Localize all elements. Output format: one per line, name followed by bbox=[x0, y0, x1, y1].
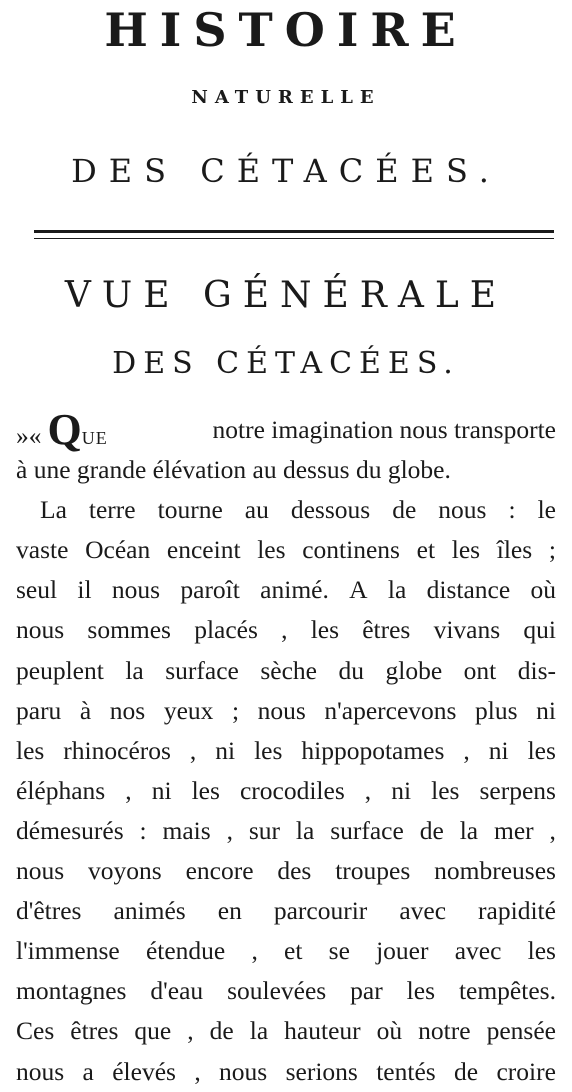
word: la bbox=[387, 575, 407, 605]
word: crocodiles bbox=[239, 775, 345, 805]
word: d'êtres bbox=[16, 896, 82, 926]
word: élevés bbox=[112, 1056, 176, 1086]
word: à bbox=[79, 695, 92, 725]
word: au bbox=[244, 495, 269, 525]
word: nous bbox=[111, 575, 161, 605]
word: nous bbox=[257, 695, 306, 725]
text-line bbox=[16, 490, 556, 530]
word: La bbox=[40, 495, 67, 525]
word: grande bbox=[76, 455, 147, 485]
text-line bbox=[16, 851, 556, 891]
word: îles bbox=[496, 535, 533, 565]
word: , bbox=[226, 815, 233, 845]
word: de bbox=[209, 1016, 234, 1046]
word: , bbox=[549, 815, 556, 845]
word: , bbox=[364, 775, 372, 805]
opening-line bbox=[16, 405, 556, 454]
word: au bbox=[252, 455, 277, 485]
word: distance bbox=[426, 575, 511, 605]
word: globe. bbox=[387, 455, 451, 485]
word: de bbox=[454, 1056, 479, 1086]
word: êtres bbox=[362, 615, 411, 645]
quote-mark: »« bbox=[16, 421, 42, 450]
word: ni bbox=[215, 735, 236, 765]
word: nous bbox=[219, 1056, 268, 1086]
word: ni bbox=[391, 775, 412, 805]
word: les bbox=[406, 976, 435, 1006]
word: les bbox=[527, 735, 556, 765]
word: pensée bbox=[486, 1016, 556, 1046]
word: éléphans bbox=[16, 775, 106, 805]
word: les bbox=[527, 936, 556, 966]
word: serpens bbox=[479, 775, 556, 805]
text-line bbox=[16, 971, 556, 1011]
word: les bbox=[310, 615, 340, 645]
word: jouer bbox=[376, 936, 429, 966]
text-line bbox=[16, 570, 556, 610]
book-title-topic: DES CÉTACÉES. bbox=[71, 152, 501, 190]
body-paragraph bbox=[16, 405, 556, 1092]
word: paru bbox=[16, 695, 62, 725]
word: : bbox=[508, 495, 516, 525]
word: des bbox=[277, 856, 312, 886]
word: la bbox=[459, 815, 479, 845]
word: globe bbox=[385, 655, 443, 685]
word: et bbox=[284, 936, 303, 966]
drop-cap: Q bbox=[47, 405, 82, 454]
word: , bbox=[187, 1016, 194, 1046]
word: , bbox=[281, 615, 288, 645]
word: yeux bbox=[163, 695, 214, 725]
word: le bbox=[537, 495, 556, 525]
word: ni bbox=[488, 735, 509, 765]
word: à bbox=[16, 455, 28, 485]
word: se bbox=[328, 936, 350, 966]
word: : bbox=[139, 815, 147, 845]
word: qui bbox=[523, 615, 556, 645]
word: tentés bbox=[376, 1056, 436, 1086]
word: ; bbox=[231, 695, 240, 725]
word: Océan bbox=[85, 535, 151, 565]
word: où bbox=[530, 575, 556, 605]
word: vivans bbox=[433, 615, 501, 645]
word: serions bbox=[285, 1056, 358, 1086]
word: une bbox=[33, 455, 71, 485]
word: tempêtes. bbox=[458, 976, 556, 1006]
word: les bbox=[191, 775, 220, 805]
word: croire bbox=[496, 1056, 556, 1086]
word: les bbox=[16, 735, 45, 765]
thick-rule-divider bbox=[34, 230, 554, 233]
word: troupes bbox=[335, 856, 411, 886]
word: démesurés bbox=[16, 815, 124, 845]
opening-rest: notre imagination nous transporte bbox=[212, 415, 556, 444]
word: êtres bbox=[70, 1016, 119, 1046]
word: surface bbox=[330, 815, 404, 845]
word: de bbox=[419, 815, 444, 845]
word: terre bbox=[88, 495, 136, 525]
word: voyons bbox=[88, 856, 162, 886]
word: sur bbox=[248, 815, 281, 845]
word: A bbox=[349, 575, 368, 605]
word: que bbox=[134, 1016, 172, 1046]
text-line bbox=[16, 931, 556, 971]
word: nous bbox=[438, 495, 487, 525]
word: seul bbox=[16, 575, 58, 605]
word: montagnes bbox=[16, 976, 127, 1006]
word: soulevées bbox=[227, 976, 327, 1006]
word: animé. bbox=[260, 575, 329, 605]
word: élévation bbox=[152, 455, 247, 485]
word: , bbox=[194, 1056, 201, 1086]
word: par bbox=[350, 976, 383, 1006]
word: étendue bbox=[145, 936, 226, 966]
text-line bbox=[16, 651, 556, 691]
text-line bbox=[16, 1052, 556, 1092]
word: de bbox=[392, 495, 417, 525]
word: nous bbox=[16, 856, 65, 886]
word: la bbox=[295, 815, 315, 845]
word: peuplent bbox=[16, 655, 104, 685]
word: paroît bbox=[180, 575, 240, 605]
word: surface bbox=[165, 655, 239, 685]
opening-lead bbox=[16, 405, 108, 454]
word: l'immense bbox=[16, 936, 120, 966]
word: nous bbox=[16, 615, 65, 645]
word: mais bbox=[162, 815, 211, 845]
word: rhinocéros bbox=[63, 735, 171, 765]
word: ni bbox=[536, 695, 556, 725]
book-title-subline: NATURELLE bbox=[191, 87, 381, 108]
book-title: HISTOIRE bbox=[104, 3, 468, 57]
word: rapidité bbox=[478, 896, 556, 926]
word: a bbox=[82, 1056, 94, 1086]
word: ont bbox=[463, 655, 497, 685]
word: n'apercevons bbox=[324, 695, 457, 725]
word: la bbox=[125, 655, 144, 685]
thin-rule-divider bbox=[34, 238, 554, 239]
word: mer bbox=[493, 815, 534, 845]
word: en bbox=[217, 896, 242, 926]
word: notre bbox=[418, 1016, 471, 1046]
word: continens bbox=[302, 535, 400, 565]
section-heading-subline: DES CÉTACÉES. bbox=[112, 346, 460, 381]
word: , bbox=[463, 735, 470, 765]
word: nous bbox=[16, 1056, 65, 1086]
word: hauteur bbox=[284, 1016, 361, 1046]
word: dessous bbox=[290, 495, 371, 525]
text-line bbox=[16, 450, 556, 490]
text-line bbox=[16, 691, 556, 731]
word: nombreuses bbox=[434, 856, 556, 886]
word: animés bbox=[113, 896, 186, 926]
text-line bbox=[16, 731, 556, 771]
text-line bbox=[16, 811, 556, 851]
word: sommes bbox=[87, 615, 171, 645]
word: d'eau bbox=[150, 976, 204, 1006]
word: les bbox=[254, 735, 283, 765]
word: du bbox=[355, 455, 382, 485]
small-caps-word: UE bbox=[81, 428, 108, 448]
word: hippopotames bbox=[301, 735, 445, 765]
word: dessus bbox=[282, 455, 350, 485]
text-line bbox=[16, 1011, 556, 1051]
word: enceint bbox=[166, 535, 241, 565]
word: les bbox=[257, 535, 286, 565]
word: où bbox=[376, 1016, 403, 1046]
word: Ces bbox=[16, 1016, 55, 1046]
word: nos bbox=[109, 695, 146, 725]
word: les bbox=[431, 775, 460, 805]
word: avec bbox=[399, 896, 447, 926]
word: ; bbox=[548, 535, 556, 565]
section-heading: VUE GÉNÉRALE bbox=[64, 275, 508, 316]
word: les bbox=[451, 535, 481, 565]
text-line bbox=[16, 771, 556, 811]
word: il bbox=[77, 575, 92, 605]
word: avec bbox=[454, 936, 502, 966]
word: dis- bbox=[517, 655, 556, 685]
word: encore bbox=[185, 856, 254, 886]
word: du bbox=[338, 655, 364, 685]
word: plus bbox=[475, 695, 518, 725]
text-line bbox=[16, 530, 556, 570]
word: et bbox=[416, 535, 436, 565]
word: , bbox=[251, 936, 258, 966]
word: , bbox=[189, 735, 197, 765]
text-line bbox=[16, 891, 556, 931]
word: tourne bbox=[157, 495, 223, 525]
word: , bbox=[125, 775, 132, 805]
word: ni bbox=[151, 775, 172, 805]
text-line bbox=[16, 610, 556, 650]
word: parcourir bbox=[273, 896, 368, 926]
word: placés bbox=[194, 615, 258, 645]
word: la bbox=[249, 1016, 269, 1046]
word: vaste bbox=[16, 535, 69, 565]
word: sèche bbox=[260, 655, 317, 685]
